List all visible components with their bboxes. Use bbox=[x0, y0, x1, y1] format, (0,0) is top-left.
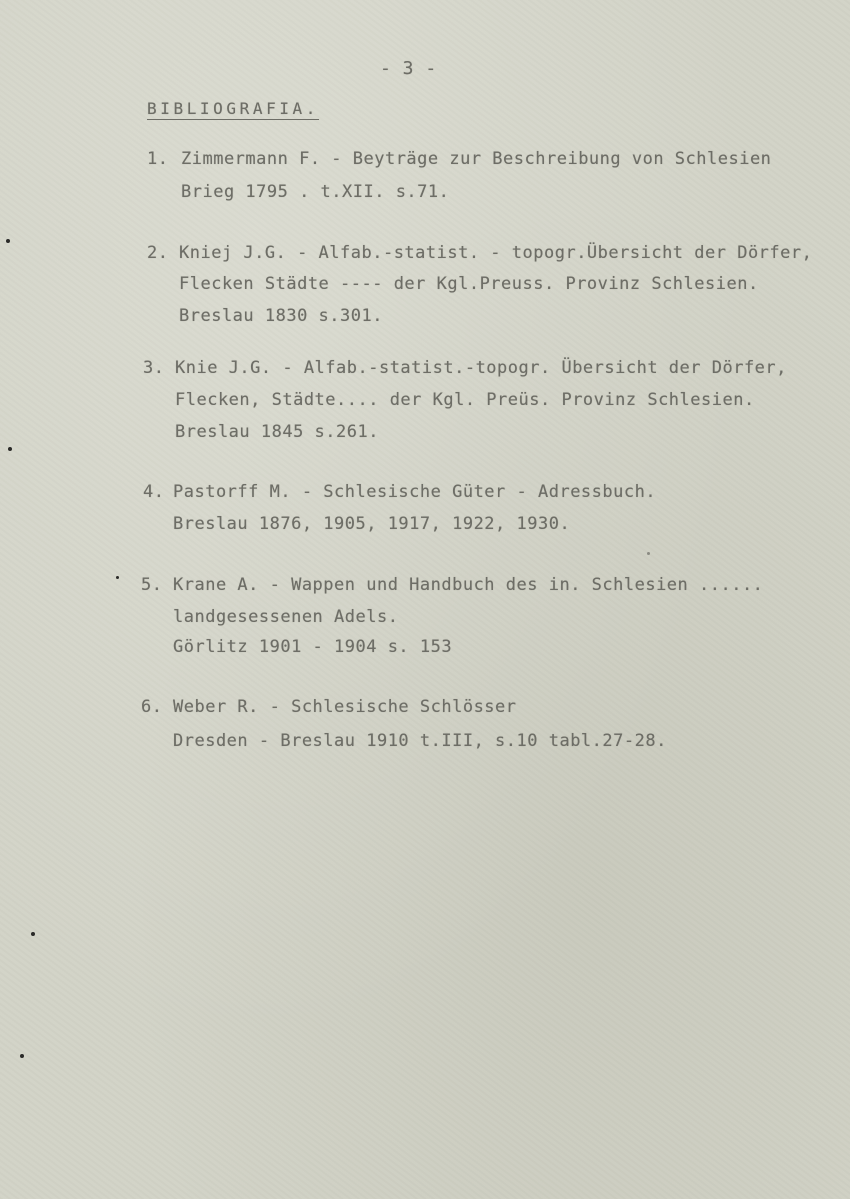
entry-number: 6. bbox=[141, 697, 163, 717]
bibliography-heading: BIBLIOGRAFIA. bbox=[147, 99, 320, 118]
paper-speck bbox=[647, 552, 650, 555]
entry-number: 2. bbox=[147, 243, 169, 263]
entry-line: Flecken, Städte.... der Kgl. Preüs. Provinz Schlesien. bbox=[175, 390, 755, 410]
paper-speck bbox=[116, 576, 119, 579]
entry-line: Görlitz 1901 - 1904 s. 153 bbox=[173, 637, 453, 657]
entry-line: Breslau 1845 s.261. bbox=[175, 422, 379, 442]
paper-speck bbox=[20, 1054, 24, 1058]
entry-line: Breslau 1830 s.301. bbox=[179, 306, 383, 326]
entry-line: Zimmermann F. - Beyträge zur Beschreibung von Schlesien bbox=[181, 149, 772, 169]
entry-number: 5. bbox=[141, 575, 163, 595]
entry-line: Pastorff M. - Schlesische Güter - Adressbuch. bbox=[173, 482, 657, 502]
paper-speck bbox=[8, 447, 12, 451]
entry-line: Weber R. - Schlesische Schlösser bbox=[173, 697, 517, 717]
entry-line: Krane A. - Wappen und Handbuch des in. Schlesien ...... bbox=[173, 575, 764, 595]
paper-speck bbox=[31, 932, 35, 936]
entry-number: 3. bbox=[143, 358, 165, 378]
entry-line: Breslau 1876, 1905, 1917, 1922, 1930. bbox=[173, 514, 571, 534]
paper-speck bbox=[6, 239, 10, 243]
entry-line: Flecken Städte ---- der Kgl.Preuss. Provinz Schlesien. bbox=[179, 274, 759, 294]
entry-line: Knie J.G. - Alfab.-statist.-topogr. Übersicht der Dörfer, bbox=[175, 358, 787, 378]
entry-line: Dresden - Breslau 1910 t.III, s.10 tabl.27-28. bbox=[173, 731, 667, 751]
entry-line: landgesessenen Adels. bbox=[173, 607, 399, 627]
entry-number: 1. bbox=[147, 149, 169, 169]
entry-line: Kniej J.G. - Alfab.-statist. - topogr.Übersicht der Dörfer, bbox=[179, 243, 813, 263]
page-number: - 3 - bbox=[380, 58, 437, 79]
entry-line: Brieg 1795 . t.XII. s.71. bbox=[181, 182, 450, 202]
entry-number: 4. bbox=[143, 482, 165, 502]
